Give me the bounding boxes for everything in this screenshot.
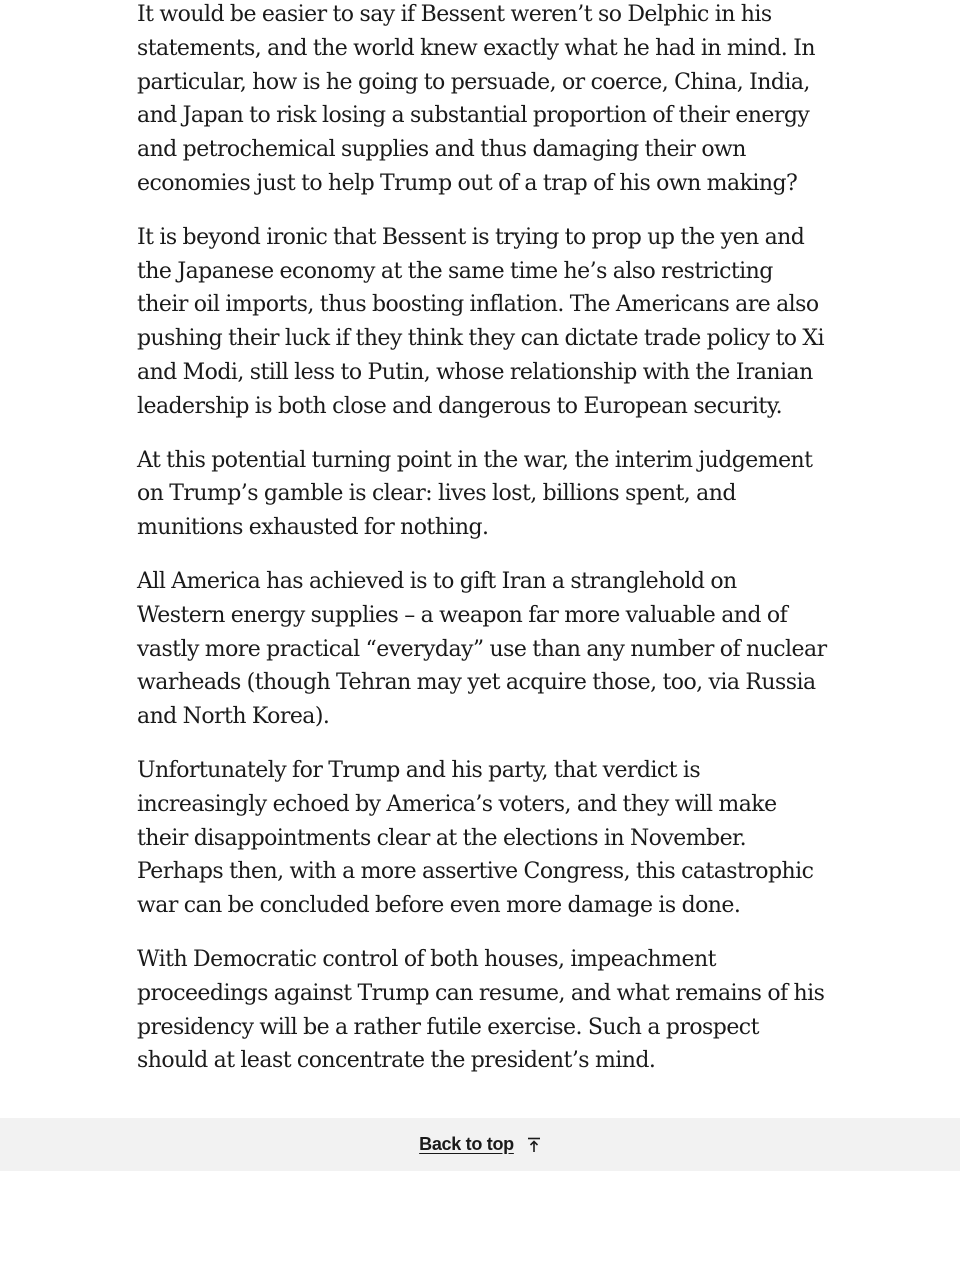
article-paragraph: All America has achieved is to gift Iran a stranglehold on Western energy supplies – a weapon far more valuable and of vastly more practical “everyday” use than any number of nuclear warheads (though Tehran may yet acquire those, too, via Russia and North Korea). [137, 568, 827, 730]
article-paragraph: It is beyond ironic that Bessent is trying to prop up the yen and the Japanese economy at the same time he’s also restricting their oil imports, thus boosting inflation. The Americans are also pushing their luck if they think they can dictate trade policy to Xi and Modi, still less to Putin, whose relationship with the Iranian leadership is both close and dangerous to European security. [137, 224, 824, 419]
article-paragraph: With Democratic control of both houses, impeachment proceedings against Trump can resume, and what remains of his presidency will be a rather futile exercise. Such a prospect should at least concentrate the president’s mind. [137, 946, 825, 1074]
back-to-top-label[interactable]: Back to top [419, 1134, 514, 1154]
back-to-top-link[interactable] [419, 1134, 541, 1155]
article-paragraph: It would be easier to say if Bessent weren’t so Delphic in his statements, and the world knew exactly what he had in mind. In particular, how is he going to persuade, or coerce, China, India, and Japan to risk losing a substantial proportion of their energy and petrochemical supplies and thus damaging their own economies just to help Trump out of a trap of his own making? [137, 2, 815, 196]
article-paragraph: Unfortunately for Trump and his party, that verdict is increasingly echoed by America’s voters, and they will make their disappointments clear at the elections in November. Perhaps then, with a more assertive Congress, this catastrophic war can be concluded before even more damage is done. [137, 757, 814, 919]
back-to-top-bar [0, 1118, 960, 1171]
arrow-up-to-line-icon[interactable] [527, 1137, 541, 1153]
article-paragraph: At this potential turning point in the war, the interim judgement on Trump’s gamble is clear: lives lost, billions spent, and munitions exhausted for nothing. [137, 447, 813, 541]
article-body [137, 0, 827, 1098]
